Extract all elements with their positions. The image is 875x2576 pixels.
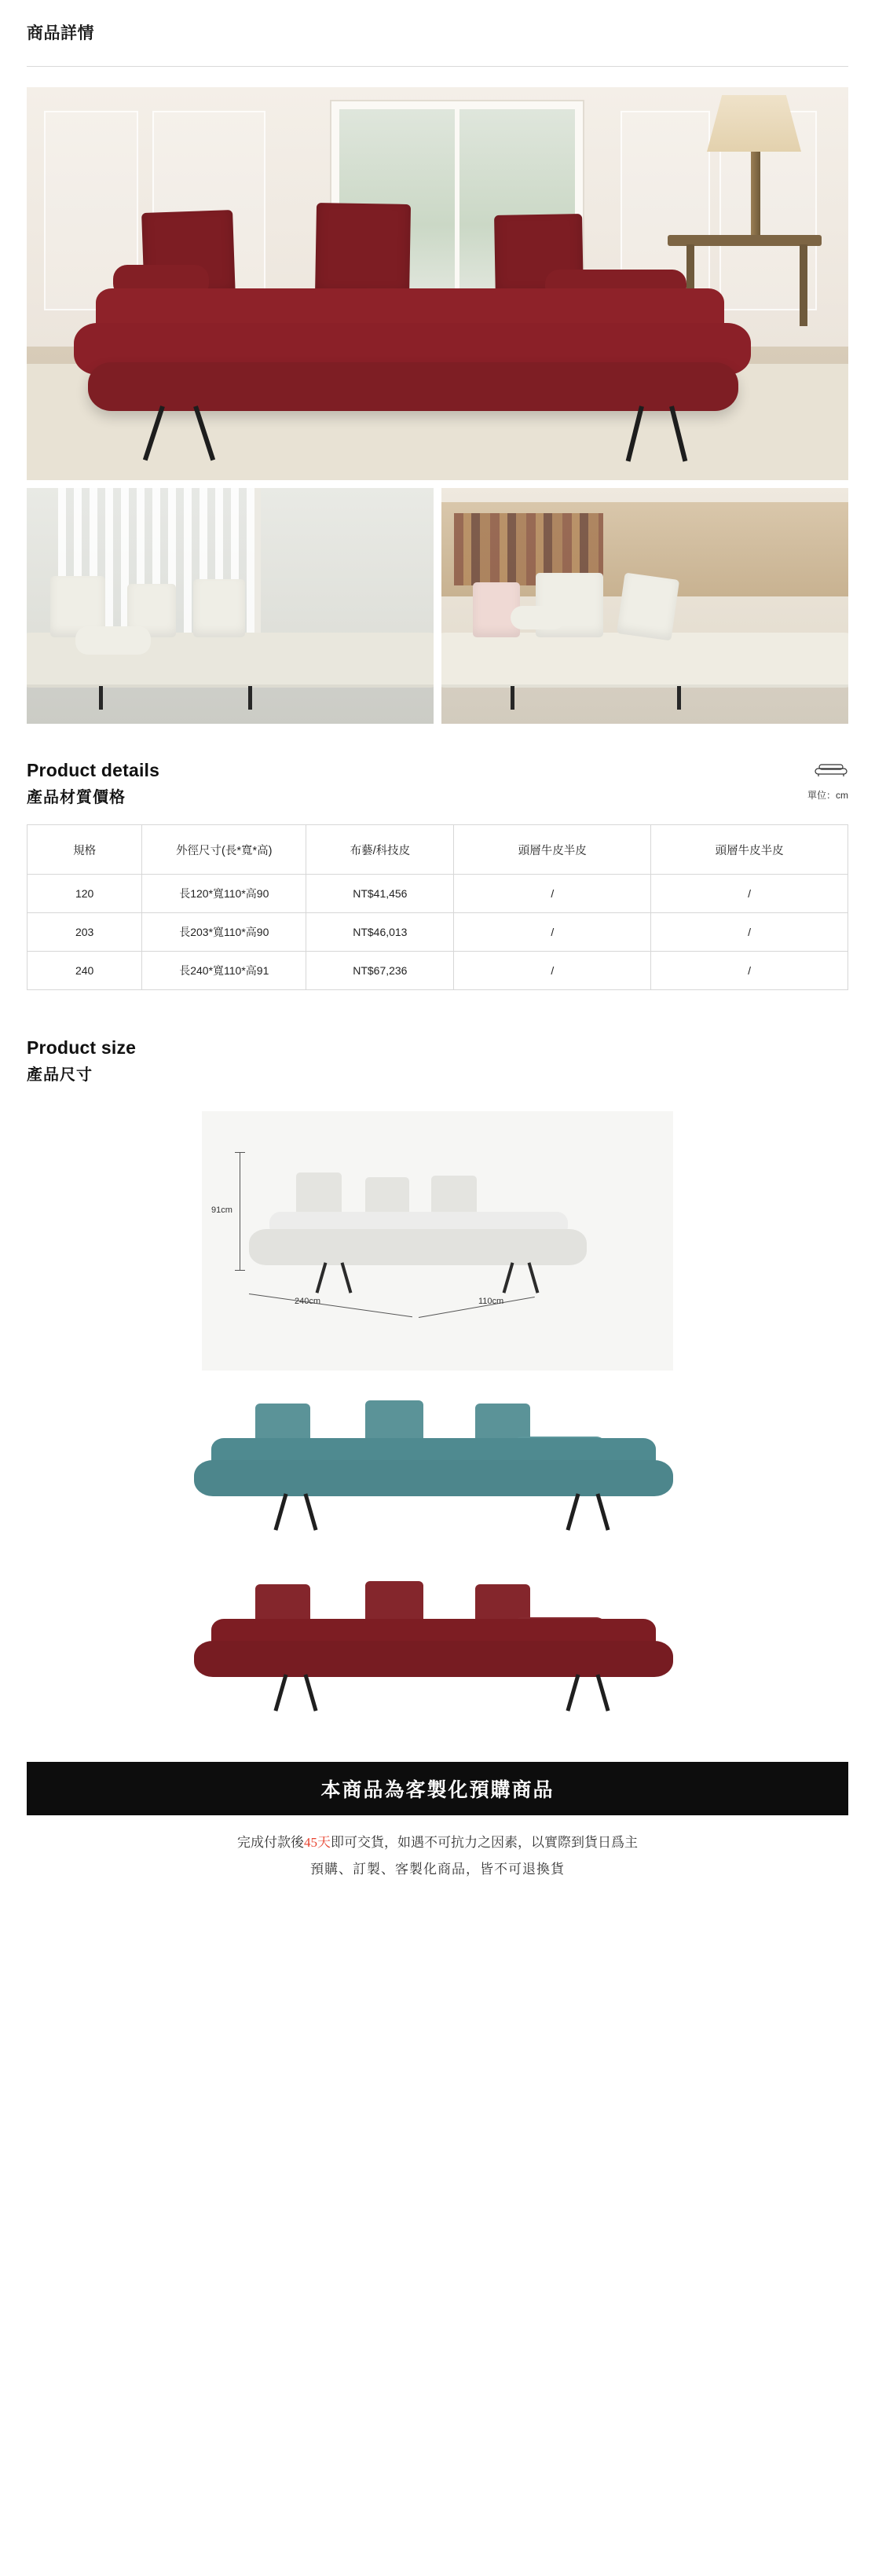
dimension-label-height: 91cm [211,1205,232,1215]
thumbnail-row [27,488,848,724]
notice-line-2: 預購、訂製、客製化商品，皆不可退換貨 [310,1862,565,1877]
thumbnail-image-2 [441,488,848,724]
product-details-title-zh: 產品材質價格 [27,789,126,806]
sofa-base [194,1641,673,1677]
table-row [27,913,848,952]
notice-bar-text: 本商品為客製化預購商品 [27,1762,848,1815]
sofa-icon [814,761,848,777]
sofa-base [194,1460,673,1496]
sofa-cushion [315,203,411,300]
cell-leather-price-1: / [454,952,651,990]
sofa-leg [528,1262,540,1294]
sofa-leg [566,1493,580,1531]
sofa-leg [273,1493,287,1531]
cell-spec: 240 [27,952,142,990]
variant-image-burgundy [163,1573,712,1723]
product-size-title-zh: 產品尺寸 [27,1066,93,1084]
table-header-row [27,825,848,875]
sofa-leg [341,1262,353,1294]
floor [27,684,434,724]
page-header [0,0,875,55]
column-header: 頭層牛皮半皮 [651,825,848,875]
cell-spec: 120 [27,875,142,913]
sofa-base [249,1229,587,1265]
sofa-cushion [617,573,679,641]
sofa-cushion [193,579,245,637]
sofa-leg [566,1674,580,1712]
column-header: 頭層牛皮半皮 [454,825,651,875]
custom-order-notice [27,1762,848,1914]
dimension-tick [235,1270,245,1271]
sofa-base [441,633,848,688]
dimension-tick [235,1152,245,1153]
sofa-leg [595,1493,610,1531]
notice-body [27,1815,848,1914]
cell-dimension: 長120*寬110*高90 [142,875,306,913]
variant-image-teal [163,1393,712,1542]
product-size-section [27,1037,848,1084]
sofa-bolster [75,626,151,655]
sofa-bolster [511,606,566,629]
sofa-leg [595,1674,610,1712]
cell-fabric-price: NT$67,236 [306,952,454,990]
unit-note: 單位：cm [807,790,848,801]
lamp-icon [707,95,801,152]
spec-table [27,824,848,990]
thumbnail-image-1 [27,488,434,724]
cell-spec: 203 [27,913,142,952]
product-size-title-en: Product size [27,1037,137,1058]
sofa-leg [273,1674,287,1712]
sofa-leg [303,1493,317,1531]
sofa-leg [503,1262,514,1294]
table-row [27,952,848,990]
table-row [27,875,848,913]
cell-leather-price-2: / [651,875,848,913]
hero-product-image [27,87,848,480]
lamp-stem [751,152,760,237]
floor [441,684,848,724]
column-header: 布藝/科技皮 [306,825,454,875]
cell-leather-price-1: / [454,875,651,913]
cell-leather-price-2: / [651,913,848,952]
cell-dimension: 長203*寬110*高90 [142,913,306,952]
notice-line-1 [27,1829,848,1856]
header-divider [27,66,848,67]
notice-days-highlight: 45天 [304,1835,331,1850]
column-header: 規格 [27,825,142,875]
dimension-line-depth [419,1297,535,1318]
sofa-leg [303,1674,317,1712]
dimension-label-depth: 110cm [478,1297,504,1306]
dimension-line-length [249,1294,412,1317]
cell-fabric-price: NT$41,456 [306,875,454,913]
dimension-label-length: 240cm [295,1297,321,1306]
column-header: 外徑尺寸(長*寬*高) [142,825,306,875]
cell-fabric-price: NT$46,013 [306,913,454,952]
sofa-base [88,362,738,411]
notice-line1-after: 即可交貨，如遇不可抗力之因素，以實際到貨日爲主 [331,1835,638,1850]
page-title: 商品詳情 [27,24,94,42]
dimension-diagram [202,1111,673,1371]
cell-leather-price-1: / [454,913,651,952]
product-details-section [27,760,848,807]
product-details-title-en: Product details [27,760,160,780]
side-table-leg [800,244,807,326]
cell-dimension: 長240*寬110*高91 [142,952,306,990]
cell-leather-price-2: / [651,952,848,990]
notice-line1-before: 完成付款後 [237,1835,304,1850]
sofa-leg [316,1262,328,1294]
